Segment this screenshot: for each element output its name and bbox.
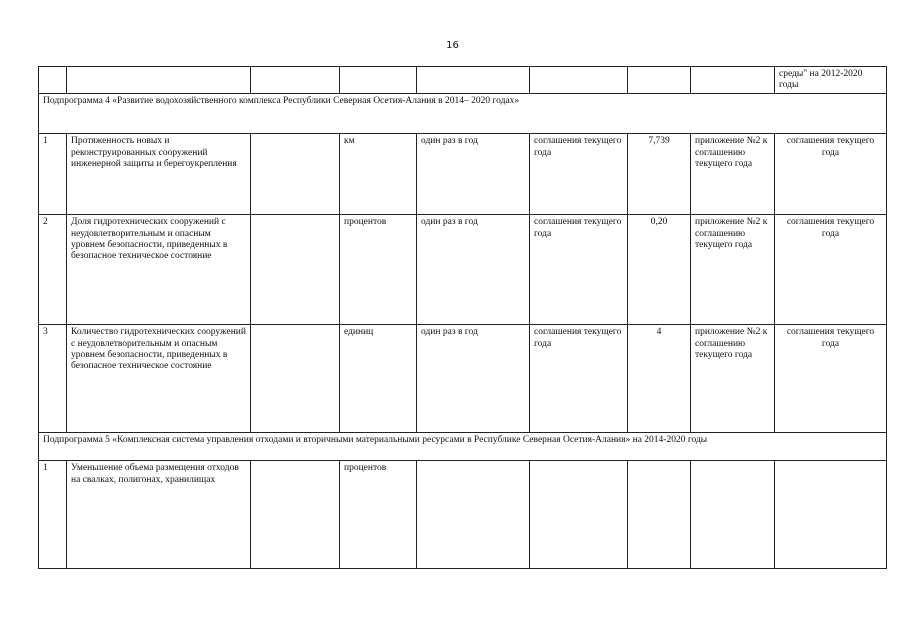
table-cell	[251, 215, 340, 325]
appendix-cell: приложение №2 к соглашению текущего года	[691, 325, 775, 433]
basis-cell: соглашения текущего года	[775, 325, 887, 433]
table-cell	[251, 67, 340, 94]
appendix-cell: приложение №2 к соглашению текущего года	[691, 134, 775, 215]
subprogram-header-row	[39, 433, 887, 461]
unit-cell: процентов	[340, 215, 417, 325]
frequency-cell: один раз в год	[417, 325, 530, 433]
basis-cell	[775, 461, 887, 569]
source-cell: соглашения текущего года	[530, 215, 628, 325]
table-cell	[417, 67, 530, 94]
row-number: 1	[39, 461, 67, 569]
table-cell	[39, 67, 67, 94]
table-row	[39, 215, 887, 325]
subprogram-header-row	[39, 94, 887, 134]
table-row	[39, 67, 887, 94]
table-cell: среды" на 2012-2020 годы	[775, 67, 887, 94]
basis-cell: соглашения текущего года	[775, 215, 887, 325]
unit-cell: процентов	[340, 461, 417, 569]
unit-cell: км	[340, 134, 417, 215]
indicator-name: Доля гидротехнических сооружений с неудовлетворительным и опасным уровнем безопасности, приведенных в безопасное техническое состояние	[67, 215, 251, 325]
frequency-cell: один раз в год	[417, 134, 530, 215]
value-cell: 0,20	[628, 215, 691, 325]
source-cell	[530, 461, 628, 569]
subprogram-5-title: Подпрограмма 5 «Комплексная система управления отходами и вторичными материальными ресурсами в Республике Северная Осетия-Алания» на 2014-2020 годы	[39, 433, 887, 461]
indicator-name: Уменьшение объема размещения отходов на свалках, полигонах, хранилищах	[67, 461, 251, 569]
frequency-cell	[417, 461, 530, 569]
subprogram-4-title: Подпрограмма 4 «Развитие водохозяйственного комплекса Республики Северная Осетия-Алания в 2014– 2020 годах»	[39, 94, 887, 134]
value-cell: 7,739	[628, 134, 691, 215]
table-cell	[251, 134, 340, 215]
indicator-name: Протяженность новых и реконструированных сооружений инженерной защиты и берегоукрепления	[67, 134, 251, 215]
row-number: 2	[39, 215, 67, 325]
table-cell	[67, 67, 251, 94]
value-cell	[628, 461, 691, 569]
indicator-name: Количество гидротехнических сооружений с неудовлетворительным и опасным уровнем безопасности, приведенных в безопасное техническое состояние	[67, 325, 251, 433]
row-number: 3	[39, 325, 67, 433]
unit-cell: единиц	[340, 325, 417, 433]
table-row	[39, 325, 887, 433]
table-row	[39, 134, 887, 215]
table-cell	[691, 67, 775, 94]
row-number: 1	[39, 134, 67, 215]
basis-cell: соглашения текущего года	[775, 134, 887, 215]
table-row	[39, 461, 887, 569]
source-cell: соглашения текущего года	[530, 134, 628, 215]
table-cell	[251, 325, 340, 433]
table-cell	[340, 67, 417, 94]
indicators-table	[38, 66, 887, 569]
table-cell	[530, 67, 628, 94]
appendix-cell	[691, 461, 775, 569]
frequency-cell: один раз в год	[417, 215, 530, 325]
page-number: 16	[446, 40, 459, 51]
appendix-cell: приложение №2 к соглашению текущего года	[691, 215, 775, 325]
source-cell: соглашения текущего года	[530, 325, 628, 433]
value-cell: 4	[628, 325, 691, 433]
table-cell	[251, 461, 340, 569]
table-cell	[628, 67, 691, 94]
